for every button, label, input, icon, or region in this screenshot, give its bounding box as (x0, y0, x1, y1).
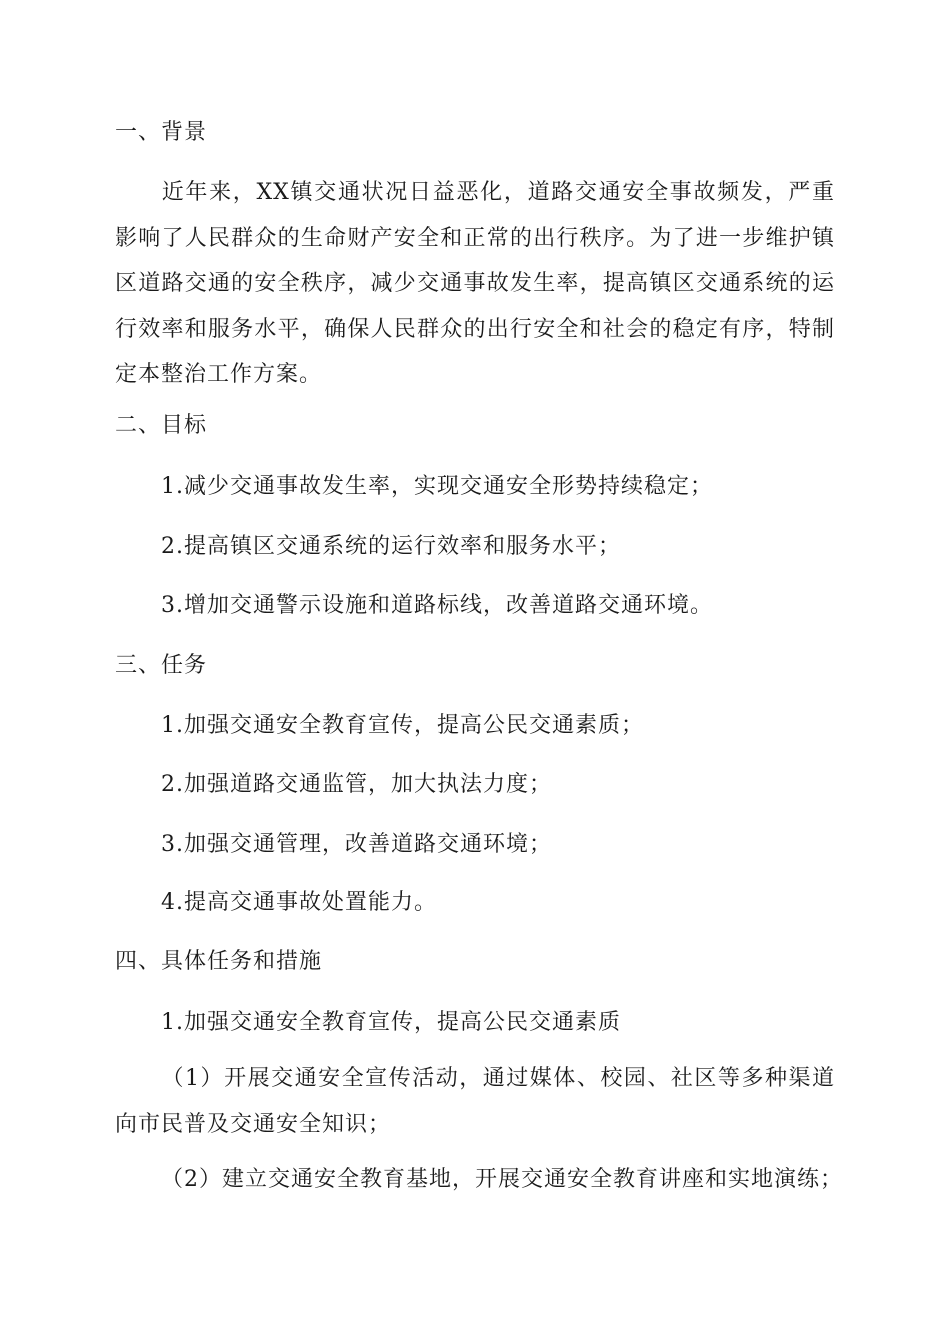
goal-item-1: 1.减少交通事故发生率，实现交通安全形势持续稳定； (161, 474, 713, 499)
goal-item-2: 2.提高镇区交通系统的运行效率和服务水平； (161, 534, 621, 559)
task-item-3: 3.加强交通管理，改善道路交通环境； (161, 832, 552, 857)
measure-item-1-text: （1）开展交通安全宣传活动，通过媒体、校园、社区等多种渠道向市民普及交通安全知识； (115, 1066, 835, 1137)
measure-item-1 (115, 1056, 835, 1147)
measures-subheading: 1.加强交通安全教育宣传，提高公民交通素质 (161, 1010, 621, 1035)
section-heading-goals: 二、目标 (115, 413, 208, 438)
task-item-4: 4.提高交通事故处置能力。 (161, 890, 437, 915)
measure-item-2-text: （2）建立交通安全教育基地，开展交通安全教育讲座和实地演练； (161, 1167, 843, 1192)
task-item-1: 1.加强交通安全教育宣传，提高公民交通素质； (161, 713, 644, 738)
task-item-2: 2.加强道路交通监管，加大执法力度； (161, 772, 552, 797)
measure-item-2 (115, 1157, 843, 1203)
background-text: 近年来，XX镇交通状况日益恶化，道路交通安全事故频发，严重影响了人民群众的生命财产安全和正常的出行秩序。为了进一步维护镇区道路交通的安全秩序，减少交通事故发生率，提高镇区交通系统的运行效率和服务水平，确保人民群众的出行安全和社会的稳定有序，特制定本整治工作方案。 (115, 180, 835, 388)
section-heading-measures: 四、具体任务和措施 (115, 949, 323, 974)
section-heading-tasks: 三、任务 (115, 653, 208, 678)
section-heading-background: 一、背景 (115, 120, 208, 145)
background-paragraph (115, 170, 835, 398)
goal-item-3: 3.增加交通警示设施和道路标线，改善道路交通环境。 (161, 593, 713, 618)
